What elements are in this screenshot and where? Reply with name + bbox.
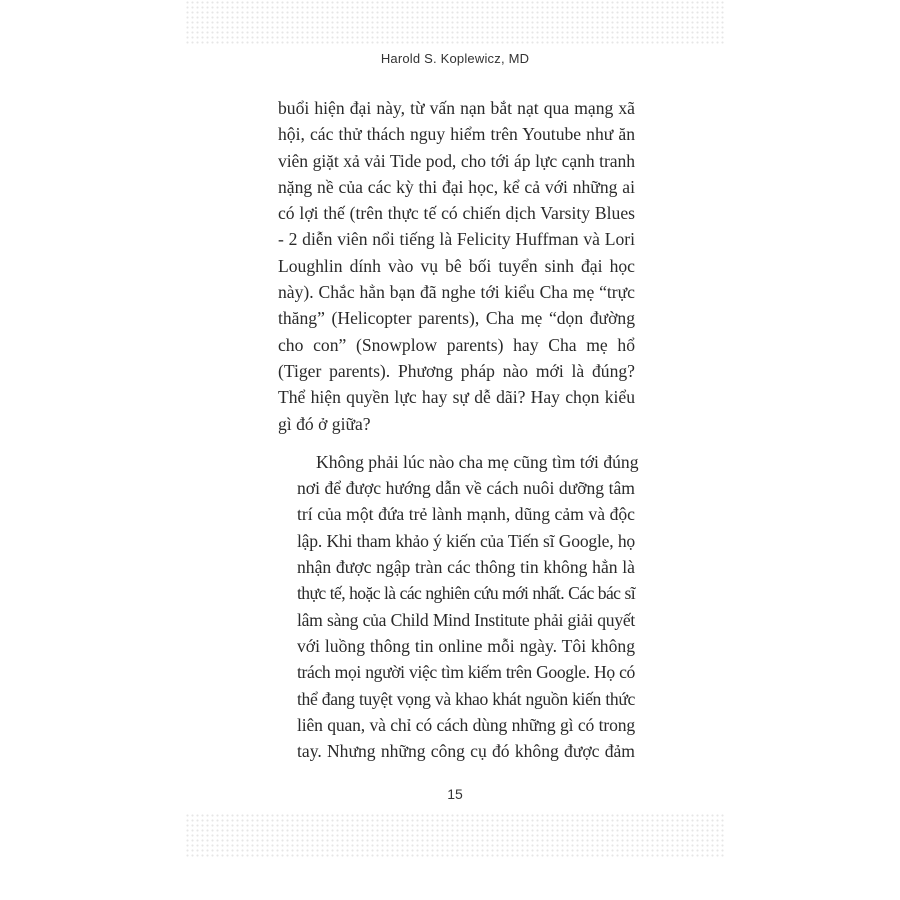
running-header-author: Harold S. Koplewicz, MD — [380, 51, 530, 66]
text-line: cho con” (Snowplow parents) hay Cha mẹ hổ — [278, 334, 635, 355]
text-line: lâm sàng của Child Mind Institute phải giải quyết — [297, 609, 635, 630]
text-line: (Tiger parents). Phương pháp nào mới là đúng? — [278, 360, 635, 381]
text-line: hội, các thử thách nguy hiểm trên Youtube như ăn — [278, 124, 635, 145]
text-line: trách mọi người việc tìm kiếm trên Google. Họ có — [297, 662, 635, 683]
body-text — [278, 95, 639, 764]
text-line: tay. Nhưng những công cụ đó không được đảm — [297, 741, 635, 762]
text-line: buổi hiện đại này, từ vấn nạn bắt nạt qua mạng xã — [278, 98, 635, 118]
text-line: Thể hiện quyền lực hay sự dễ dãi? Hay chọn kiểu — [278, 387, 635, 408]
text-line: lập. Khi tham khảo ý kiến của Tiến sĩ Google, họ — [297, 530, 635, 551]
text-line: nhận được ngập tràn các thông tin không hẳn là — [297, 557, 635, 578]
text-line: này). Chắc hẳn bạn đã nghe tới kiểu Cha mẹ “trực — [278, 282, 635, 303]
top-dot-pattern — [185, 0, 725, 45]
text-line: gì đó ở giữa? — [278, 413, 371, 434]
text-line: Loughlin dính vào vụ bê bối tuyển sinh đại học — [278, 255, 635, 276]
text-line: Không phải lúc nào cha mẹ cũng tìm tới đúng — [316, 451, 639, 472]
paragraph-2 — [278, 449, 639, 765]
bottom-dot-pattern — [185, 813, 725, 858]
paragraph-1 — [278, 95, 635, 437]
text-line: liên quan, và chỉ có cách dùng những gì có trong — [297, 714, 635, 735]
text-line: thể đang tuyệt vọng và khao khát nguồn kiến thức — [297, 688, 635, 709]
text-line: trí của một đứa trẻ lành mạnh, dũng cảm và độc — [297, 504, 635, 525]
text-line: với luồng thông tin online mỗi ngày. Tôi không — [297, 635, 635, 656]
text-line: nặng nề của các kỳ thi đại học, kể cả với những ai — [278, 176, 635, 197]
text-line: thực tế, hoặc là các nghiên cứu mới nhất. Các bác sĩ — [297, 583, 635, 604]
page-number: 15 — [447, 786, 463, 802]
text-line: có lợi thế (trên thực tế có chiến dịch Varsity Blues — [278, 203, 635, 224]
text-line: viên giặt xả vải Tide pod, cho tới áp lực cạnh tranh — [278, 150, 635, 171]
text-line: nơi để được hướng dẫn về cách nuôi dưỡng tâm — [297, 478, 635, 499]
text-line: - 2 diễn viên nổi tiếng là Felicity Huffman và Lori — [278, 229, 635, 250]
text-line: thăng” (Helicopter parents), Cha mẹ “dọn đường — [278, 308, 635, 329]
book-page — [185, 0, 725, 900]
